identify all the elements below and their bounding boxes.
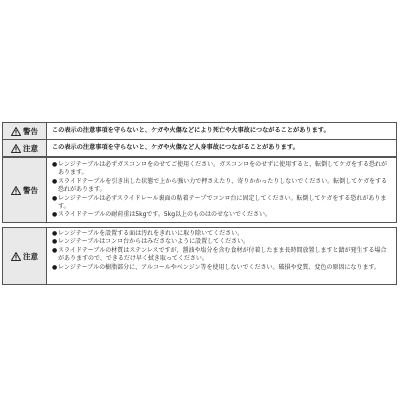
warning-section [2,157,397,223]
warning-item-text: レンジテーブルは必ずスライドレール裏面の粘着テープでコンロ台に固定してください。転倒してケガをする恐れがあります。 [58,194,387,211]
legend-warning-text: この表示の注意事項を守らないと、ケガや火傷などにより死亡や大事故につながることがあります。 [52,126,330,134]
bullet: ● [52,246,58,254]
legend-warning-row [2,122,397,140]
bullet: ● [52,211,58,219]
caution-items-list [47,228,396,284]
list-item [52,247,391,264]
warning-item-text: レンジテーブルは必ずガスコンロをのせてご使用ください。ガスコンロをのせずに使用すると、転倒してケガをする恐れがあります。 [58,161,387,177]
warning-items-list [47,158,396,222]
warning-triangle-icon [11,127,21,136]
caution-item-text: スライドテーブルの材質はステンレスですが、醤油や塩分を含む食材が付着したまま長時間放置しますと錆が発生する場合がありますので、できるだけ早く拭き取ってください。 [58,246,387,263]
caution-triangle-icon [11,144,21,153]
bullet: ● [52,161,58,168]
legend-warning-label-cell [3,123,47,139]
caution-item-text: レンジテーブルを設置する面は汚れをきれいに取り除いてください。 [58,230,244,237]
legend-caution-row [2,139,397,157]
bullet: ● [52,238,58,246]
warning-section-label: 警告 [23,185,38,195]
caution-section-label-cell [3,228,47,284]
list-item [52,178,391,195]
list-item [52,195,391,212]
list-item [52,161,391,178]
bullet: ● [52,263,58,271]
caution-item-text: レンジテーブルの樹脂部分に、アルコールやベンジン等を使用しないでください。破損や変質、変色の原因になります。 [58,263,381,271]
warning-section-label-cell [3,158,47,222]
legend-caution-text: この表示の注意事項を守らないと、ケガや火傷など人身事故につながることがあります。 [52,143,299,151]
caution-item-text: レンジテーブルはコンロ台からはみださないように設置してください。 [58,238,250,246]
legend-warning-label: 警告 [23,126,38,136]
bullet: ● [52,230,58,237]
legend-caution-label-cell [3,140,47,156]
warning-triangle-icon [11,186,21,195]
list-item [52,211,391,219]
list-item [52,238,391,246]
caution-triangle-icon [11,252,21,261]
warning-item-text: スライドテーブルの耐荷重は5kgです。5kg以上のものはのせないでください。 [58,211,272,219]
caution-section [2,227,397,285]
legend-caution-label: 注意 [23,143,38,153]
bullet: ● [52,194,58,202]
warning-item-text: スライドテーブルを引き出した状態で上から強い力で押さえたり、寄りかかったりしないでください。転倒してケガをする恐れがあります。 [58,177,388,194]
list-item [52,264,391,272]
bullet: ● [52,177,58,185]
caution-section-label: 注意 [23,251,38,261]
